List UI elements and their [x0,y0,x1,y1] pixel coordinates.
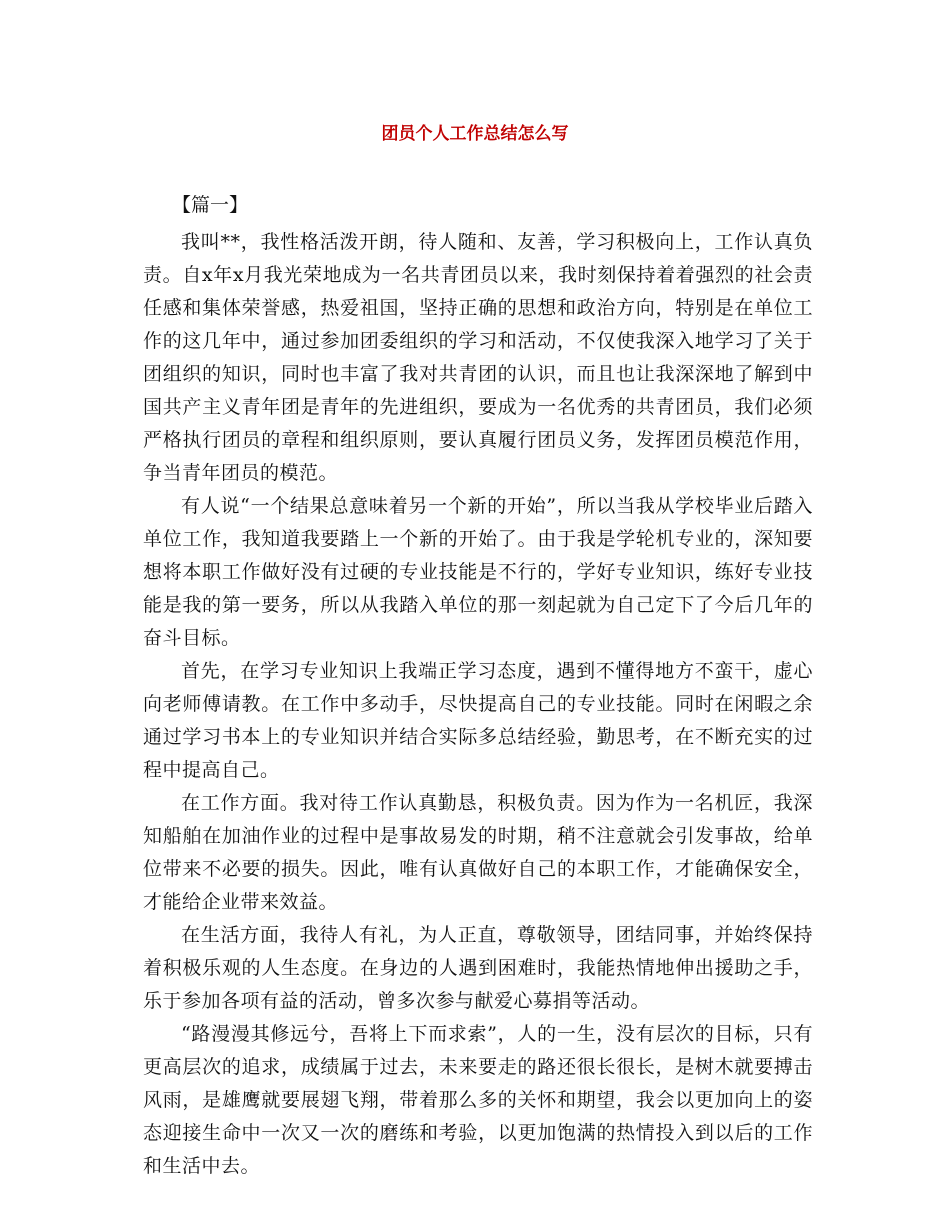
document-body [143,226,813,1183]
section-label: 【篇一】 [172,194,249,216]
document-title: 团员个人工作总结怎么写 [381,124,569,144]
paragraph-6: “路漫漫其修远兮，吾将上下而求索”，人的一生，没有层次的目标，只有更高层次的追求，成绩属于过去，未来要走的路还很长很长，是树木就要搏击风雨，是雄鹰就要展翅飞翔，带着那么多的关怀和期望，我会以更加向上的姿态迎接生命中一次又一次的磨练和考验，以更加饱满的热情投入到以后的工作和生活中去。 [143,1023,813,1177]
paragraph-2: 有人说“一个结果总意味着另一个新的开始”，所以当我从学校毕业后踏入单位工作，我知道我要踏上一个新的开始了。由于我是学轮机专业的，深知要想将本职工作做好没有过硬的专业技能是不行的，学好专业知识，练好专业技能是我的第一要务，所以从我踏入单位的那一刻起就为自己定下了今后几年的奋斗目标。 [143,495,813,649]
paragraph-5: 在生活方面，我待人有礼，为人正直，尊敬领导，团结同事，并始终保持着积极乐观的人生态度。在身边的人遇到困难时，我能热情地伸出援助之手，乐于参加各项有益的活动，曾多次参与献爱心募捐等活动。 [143,924,813,1012]
paragraph-4: 在工作方面。我对待工作认真勤恳，积极负责。因为作为一名机匠，我深知船舶在加油作业的过程中是事故易发的时期，稍不注意就会引发事故，给单位带来不必要的损失。因此，唯有认真做好自己的本职工作，才能确保安全，才能给企业带来效益。 [143,792,813,913]
paragraph-1: 我叫**，我性格活泼开朗，待人随和、友善，学习积极向上，工作认真负责。自x年x月我光荣地成为一名共青团员以来，我时刻保持着着强烈的社会责任感和集体荣誉感，热爱祖国，坚持正确的思想和政治方向，特别是在单位工作的这几年中，通过参加团委组织的学习和活动，不仅使我深入地学习了关于团组织的知识，同时也丰富了我对共青团的认识，而且也让我深深地了解到中国共产主义青年团是青年的先进组织，要成为一名优秀的共青团员，我们必须严格执行团员的章程和组织原则，要认真履行团员义务，发挥团员模范作用，争当青年团员的模范。 [143,231,813,484]
paragraph-3: 首先，在学习专业知识上我端正学习态度，遇到不懂得地方不蛮干，虚心向老师傅请教。在工作中多动手，尽快提高自己的专业技能。同时在闲暇之余通过学习书本上的专业知识并结合实际多总结经验，勤思考，在不断充实的过程中提高自己。 [143,660,813,781]
